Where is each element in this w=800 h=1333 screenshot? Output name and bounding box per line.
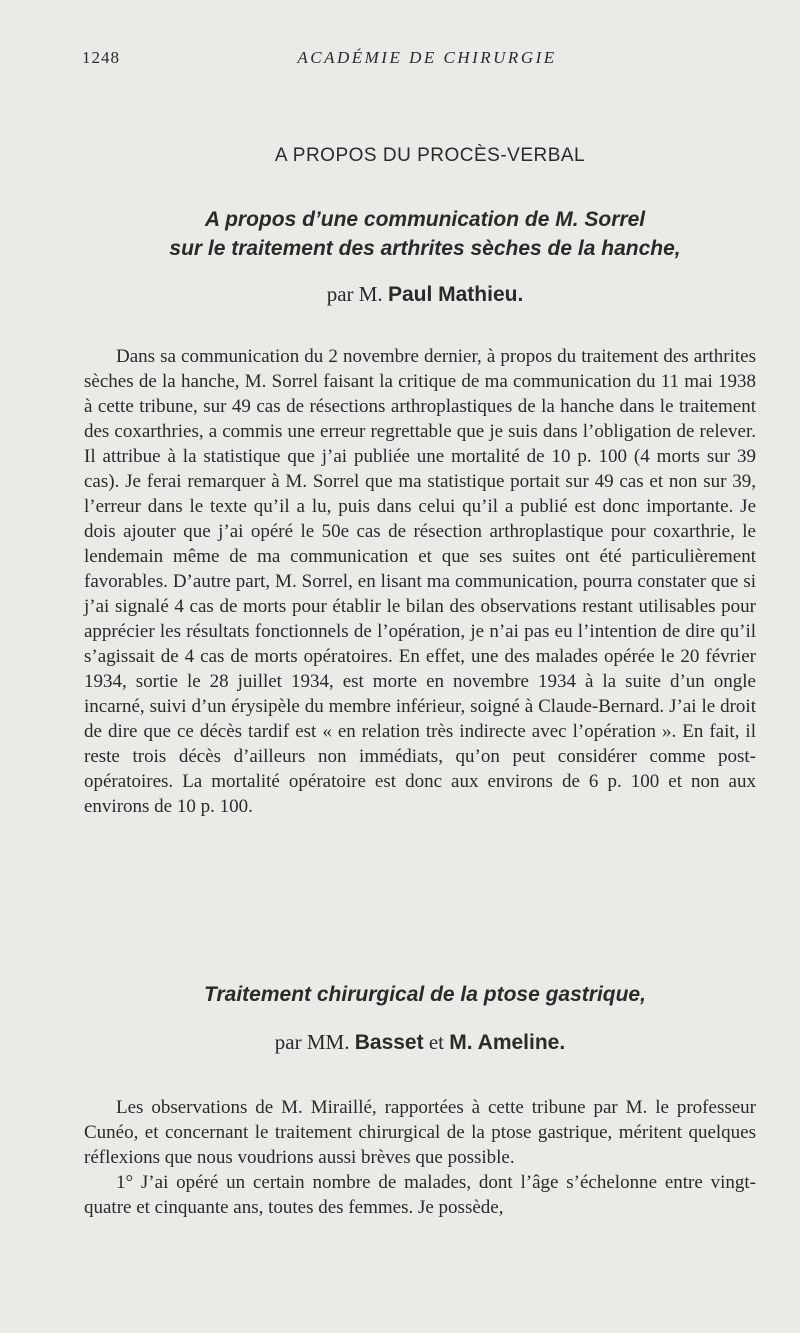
author-name: Basset [354,1031,424,1054]
byline-prefix: par M. [326,282,388,306]
article-body [84,344,756,819]
author-name: Paul Mathieu. [387,283,524,306]
running-head [82,48,752,72]
paragraph: Les observations de M. Miraillé, rapportées à cette tribune par M. le professeur Cunéo, et concernant le traitement chirurgical de la ptose gastrique, méritent quelques réflexions que nous voudrions aussi brèves que possible. [84,1097,756,1168]
article-title-line: Traitement chirurgical de la ptose gastrique, [204,983,646,1006]
paragraph: Dans sa communication du 2 novembre dernier, à propos du traitement des arthrites sèches de la hanche, M. Sorrel faisant la critique de ma communication du 11 mai 1938 à cette tribune, sur 49 cas de résections arthroplastiques de la hanche dans le traitement des coxarthries, a commis une erreur regrettable que je suis dans l’obligation de relever. Il attribue à la statistique que j’ai publiée une mortalité de 10 p. 100 (4 morts sur 39 cas). Je ferai remarquer à M. Sorrel que ma statistique portait sur 49 cas et non sur 39, l’erreur dans le texte qu’il a lu, puis dans celui qu’il a publié est donc importante. Je dois ajouter que j’ai opéré le 50e cas de résection arthroplastique pour coxarthrie, le lendemain même de ma communication et que ses suites ont été particulièrement favorables. D’autre part, M. Sorrel, en lisant ma communication, pourra constater que si j’ai signalé 4 cas de morts pour établir le bilan des observations restant utilisables pour apprécier les résultats fonctionnels de l’opération, je n’ai pas eu l’intention de dire qu’il s’agissait de 4 cas de morts opératoires. En effet, une des malades opérée le 20 février 1934, sortie le 28 juillet 1934, est morte en novembre 1934 à la suite d’un ongle incarné, suivi d’un érysipèle du membre inférieur, soigné à Claude-Bernard. J’ai le droit de dire que ce décès tardif est « en relation très indirecte avec l’opération ». En fait, il reste trois décès d’ailleurs non immédiats, qu’on peut considérer comme post-opératoires. La mortalité opératoire est donc aux environs de 6 p. 100 et non aux environs de 10 p. 100. [84,346,756,817]
author-byline [0,282,800,307]
section-heading: A PROPOS DU PROCÈS-VERBAL [274,145,586,166]
journal-title: ACADÉMIE DE CHIRURGIE [297,48,557,67]
page-number: 1248 [82,48,120,67]
article-title-line: A propos d’une communication de M. Sorrel [204,208,646,231]
byline-conjunction: et [423,1030,450,1054]
article-body [84,1095,756,1220]
article-title [0,205,800,263]
article-title [0,980,800,1009]
author-byline [0,1030,800,1055]
article-title-line: sur le traitement des arthrites sèches de la hanche, [169,237,681,260]
byline-prefix: par MM. [274,1030,355,1054]
author-name: M. Ameline. [449,1031,566,1054]
paragraph: 1° J’ai opéré un certain nombre de malades, dont l’âge s’échelonne entre vingt-quatre et cinquante ans, toutes des femmes. Je possède, [84,1172,756,1218]
